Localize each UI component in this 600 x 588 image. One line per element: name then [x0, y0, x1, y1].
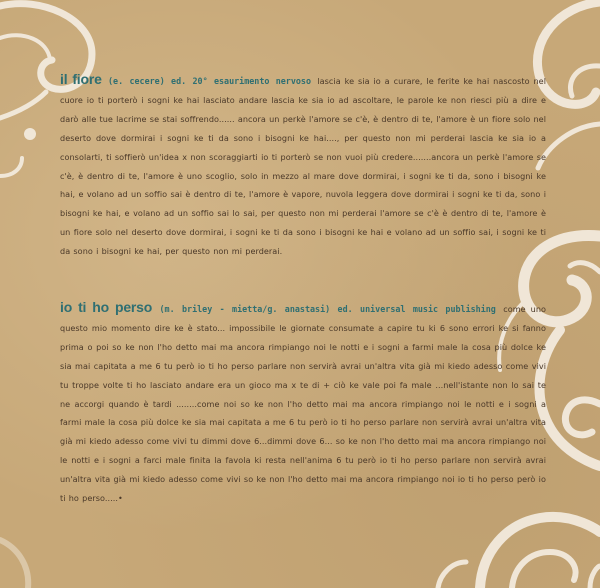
song-credits: (m. briley - mietta/g. anastasi) ed. universal music publishing: [152, 304, 504, 314]
song-io-ti-ho-perso: [60, 298, 546, 508]
song-lyrics: come uno questo mio momento dire ke è stato... impossibile le giornate consumate a capire tu ki 6 sono errori ke si fanno prima o poi so ke non l'ho detto mai ma ancora rimpiango noi le notti e i sogni a farmi male la cosa più dolce ke sia mai capitata a me 6 tu però io ti ho perso parlare non servirà avrai un'altra vita già mi kiedo adesso come vivi tu troppe volte ti ho lasciato andare era un gioco ma x te di + ciò ke vale poi fa male ...nell'istante non lo sai te ne accorgi quando è tardi ........come noi so ke non l'ho detto mai ma ancora rimpiango noi le notti e i sogni a farmi male la cosa più dolce ke sia mai capitata a me 6 tu però io ti ho perso parlare non servirà avrai un'altra vita già mi kiedo adesso come vivi tu dimmi dove 6...dimmi dove 6... so ke non l'ho detto mai ma ancora rimpiango noi le notti e i sogni a farci male finita la favola ki resta nell'anima 6 tu però io ti ho perso parlare non servirà avrai un'altra vita già mi kiedo adesso come vivi so ke non l'ho detto mai ma ancora rimpiango noi io ti ho perso però io ti ho perso.....•: [60, 304, 547, 504]
song-paragraph: [60, 70, 546, 261]
song-paragraph: [60, 298, 546, 508]
song-title: il fiore: [60, 71, 102, 87]
song-title: io ti ho perso: [60, 299, 153, 315]
song-credits: (e. cecere) ed. 20° esaurimento nervoso: [101, 76, 318, 86]
song-il-fiore: [60, 70, 546, 261]
song-lyrics: lascia ke sia io a curare, le ferite ke hai nascosto nel cuore io ti porterò i sogni ke hai lasciato andare lascia ke sia io ad ascoltare, le parole ke non riesci più a dire e darò alle tue lacrime se stai soffrendo...... ancora un perkè l'amore se c'è, è dentro di te, l'amore è un fiore solo nel deserto dove dormirai i sogni ke ti da sono i bisogni ke hai...., per questo non mi perderai lascia ke sia io a consolarti, ti soffierò un'idea x non scoraggiarti io ti porterò se non vuoi più credere.......ancora un perkè l'amore se c'è, è dentro di te, l'amore è uno scoglio, solo in mezzo al mare dove dormirai, i sogni ke ti da, sono i bisogni ke hai, e volano ad un soffio sai è dentro di te, l'amore è vapore, nuvola leggera dove dormirai i sogni ke ti da, sono i bisogni ke hai, e volano ad un soffio sai lo sai, per questo non mi perderai l'amore se c'è è dentro di te, l'amore è un fiore solo nel deserto dove dormirai, i sogni ke ti da sono i bisogni ke hai e volano ad un soffio sai, i sogni ke ti da sono i bisogni ke hai, per questo non mi perderai.: [60, 76, 547, 257]
